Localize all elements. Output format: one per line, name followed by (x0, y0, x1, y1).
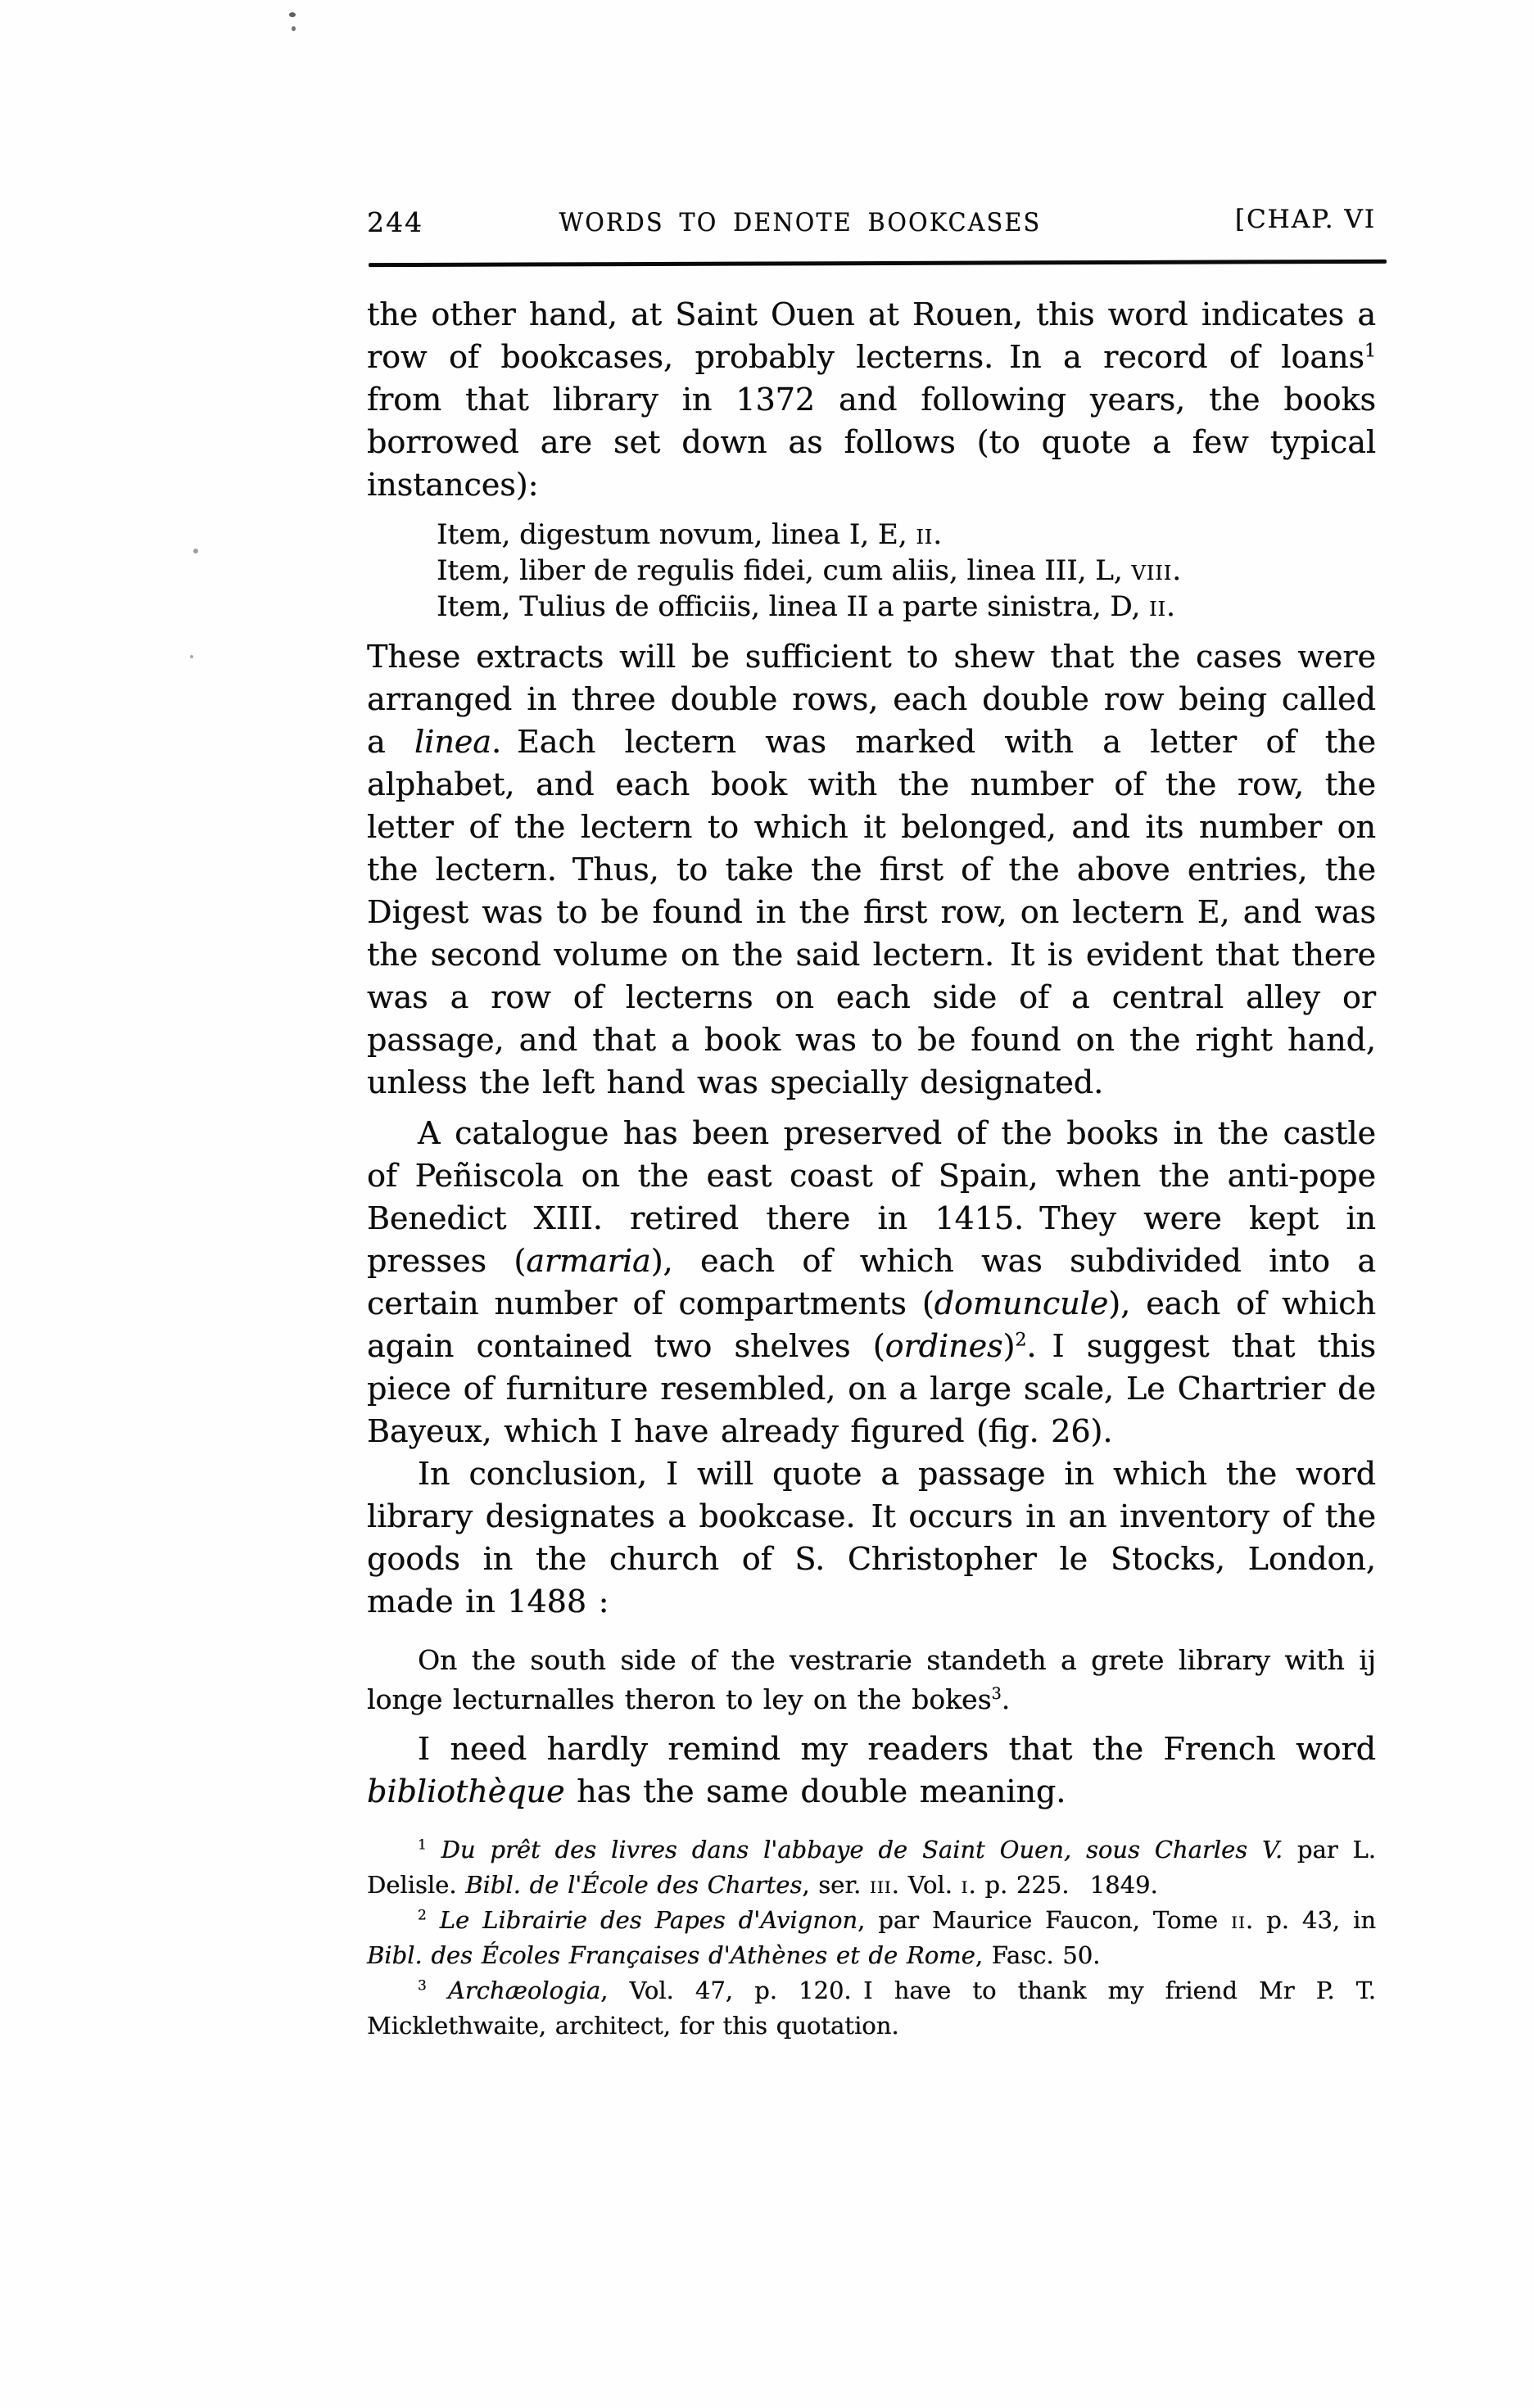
extract-block (437, 517, 1376, 625)
paragraph-continuation: the other hand, at Saint Ouen at Rouen, this word indicates a row of bookcases, probably lecterns. In a record of loans$^1$ from that library in 1372 and following years, the books borrowed are set down as follows (to quote a few typical instances): (367, 296, 1376, 503)
text-column (367, 293, 1376, 2044)
paragraph-bibliotheque: I need hardly remind my readers that the French word bibliothèque has the same double meaning. (367, 1731, 1376, 1809)
scan-speck (289, 12, 296, 17)
chapter-label: [CHAP. VI (1234, 205, 1376, 234)
paragraph-these-extracts: These extracts will be sufficient to shew that the cases were arranged in three double rows, each double row being called a linea. Each lectern was marked with a letter of the alphabet, and each book with the number of the row, the letter of the lectern to which it belonged, and its number on the lectern. Thus, to take the first of the above entries, the Digest was to be found in the first row, on lectern E, and was the second volume on the said lectern. It is evident that there was a row of lecterns on each side of a central alley or passage, and that a book was to be found on the right hand, unless the left hand was specially designated. (367, 639, 1376, 1100)
extract-line-1: Item, digestum novum, linea I, E, ii. (437, 518, 943, 551)
footnote-1: $^1$ Du prêt des livres dans l'abbaye de Saint Ouen, sous Charles V. par L. Delisle. Bibl. de l'École des Chartes, ser. iii. Vol. i. p. 225. 1849. (367, 1836, 1376, 1899)
paragraph-conclusion: In conclusion, I will quote a passage in which the word library designates a bookcase. It occurs in an inventory of the goods in the church of S. Christopher le Stocks, London, made in 1488 : (367, 1456, 1376, 1620)
scan-speck (193, 549, 198, 553)
page-header (367, 203, 1376, 239)
extract-line-2: Item, liber de regulis fidei, cum aliis, linea III, L, viii. (437, 554, 1182, 587)
scan-speck (292, 26, 296, 31)
footnote-2: $^2$ Le Librairie des Papes d'Avignon, par Maurice Faucon, Tome ii. p. 43, in Bibl. des Écoles Françaises d'Athènes et de Rome, Fasc. 50. (367, 1906, 1376, 1969)
footnotes-section (367, 1832, 1376, 2044)
paragraph-catalogue: A catalogue has been preserved of the books in the castle of Peñiscola on the east coast of Spain, when the anti-pope Benedict XIII. retired there in 1415. They were kept in presses (armaria), each of which was subdivided into a certain number of compartments (domuncule), each of which again contained two shelves (ordines)$^2$. I suggest that this piece of furniture resembled, on a large scale, Le Chartrier de Bayeux, which I have already figured (fig. 26). (367, 1115, 1377, 1449)
running-title: WORDS TO DENOTE BOOKCASES (559, 208, 1042, 237)
scan-speck (190, 655, 193, 658)
page-number: 244 (367, 206, 423, 238)
footnote-3: $^3$ Archæologia, Vol. 47, p. 120. I have to thank my friend Mr P. T. Micklethwaite, architect, for this quotation. (367, 1977, 1376, 2040)
quoted-inventory-passage: On the south side of the vestrarie standeth a grete library with ij longe lecturnalles theron to ley on the bokes$^3$. (367, 1644, 1376, 1715)
extract-line-3: Item, Tulius de officiis, linea II a parte sinistra, D, ii. (437, 590, 1175, 623)
header-rule (369, 260, 1387, 267)
